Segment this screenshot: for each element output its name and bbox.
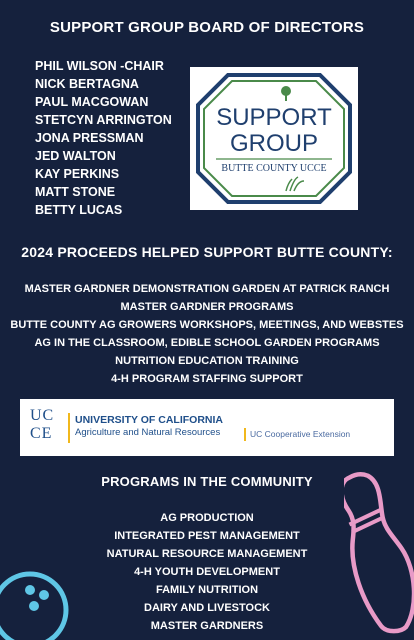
board-member: JONA PRESSMAN	[35, 131, 144, 145]
board-member: JED WALTON	[35, 149, 116, 163]
board-member: MATT STONE	[35, 185, 116, 199]
program-item: AG PRODUCTION	[160, 512, 254, 524]
proceeds-item: NUTRITION EDUCATION TRAINING	[115, 355, 299, 367]
program-item: INTEGRATED PEST MANAGEMENT	[114, 530, 300, 542]
proceeds-item: MASTER GARDNER PROGRAMS	[120, 301, 294, 313]
support-group-badge-icon	[190, 67, 358, 210]
proceeds-item: AG IN THE CLASSROOM, EDIBLE SCHOOL GARDEN PROGRAMS	[34, 337, 380, 349]
board-member: KAY PERKINS	[35, 167, 120, 181]
bowling-ball-icon	[0, 562, 76, 640]
support-group-logo	[190, 67, 358, 210]
proceeds-item: BUTTE COUNTY AG GROWERS WORKSHOPS, MEETINGS, AND WEBSTES	[10, 319, 404, 331]
board-member: NICK BERTAGNA	[35, 77, 139, 91]
logo-line1: SUPPORT	[216, 104, 332, 131]
board-member: PAUL MACGOWAN	[35, 95, 149, 109]
board-member-list	[35, 57, 195, 219]
division-name: Agriculture and Natural Resources	[75, 427, 221, 438]
program-item: 4-H YOUTH DEVELOPMENT	[134, 566, 280, 578]
program-item: NATURAL RESOURCE MANAGEMENT	[106, 548, 308, 560]
programs-title: PROGRAMS IN THE COMMUNITY	[101, 474, 313, 489]
proceeds-title: 2024 PROCEEDS HELPED SUPPORT BUTTE COUNTY:	[21, 244, 393, 260]
proceeds-list	[0, 280, 414, 388]
board-member: STETCYN ARRINGTON	[35, 113, 172, 127]
logo-line3: BUTTE COUNTY UCCE	[221, 163, 327, 174]
board-member: BETTY LUCAS	[35, 203, 123, 217]
board-title: SUPPORT GROUP BOARD OF DIRECTORS	[49, 19, 365, 36]
bowling-pin-icon	[344, 465, 414, 640]
tree-icon	[281, 86, 291, 96]
logo-divider	[68, 413, 70, 443]
ucce-mark: UC CE	[30, 407, 55, 442]
logo-divider	[244, 428, 246, 441]
program-item: FAMILY NUTRITION	[155, 584, 259, 596]
board-member: PHIL WILSON -CHAIR	[35, 59, 164, 73]
extension-name: UC Cooperative Extension	[250, 429, 351, 439]
university-name: UNIVERSITY OF CALIFORNIA	[75, 414, 223, 426]
uc-anr-logo	[20, 399, 394, 456]
proceeds-item: MASTER GARDNER DEMONSTRATION GARDEN AT PATRICK RANCH	[24, 283, 390, 295]
logo-line2: GROUP	[229, 130, 319, 157]
proceeds-item: 4-H PROGRAM STAFFING SUPPORT	[111, 373, 303, 385]
program-item: DAIRY AND LIVESTOCK	[144, 602, 270, 614]
program-item: MASTER GARDNERS	[150, 620, 264, 632]
